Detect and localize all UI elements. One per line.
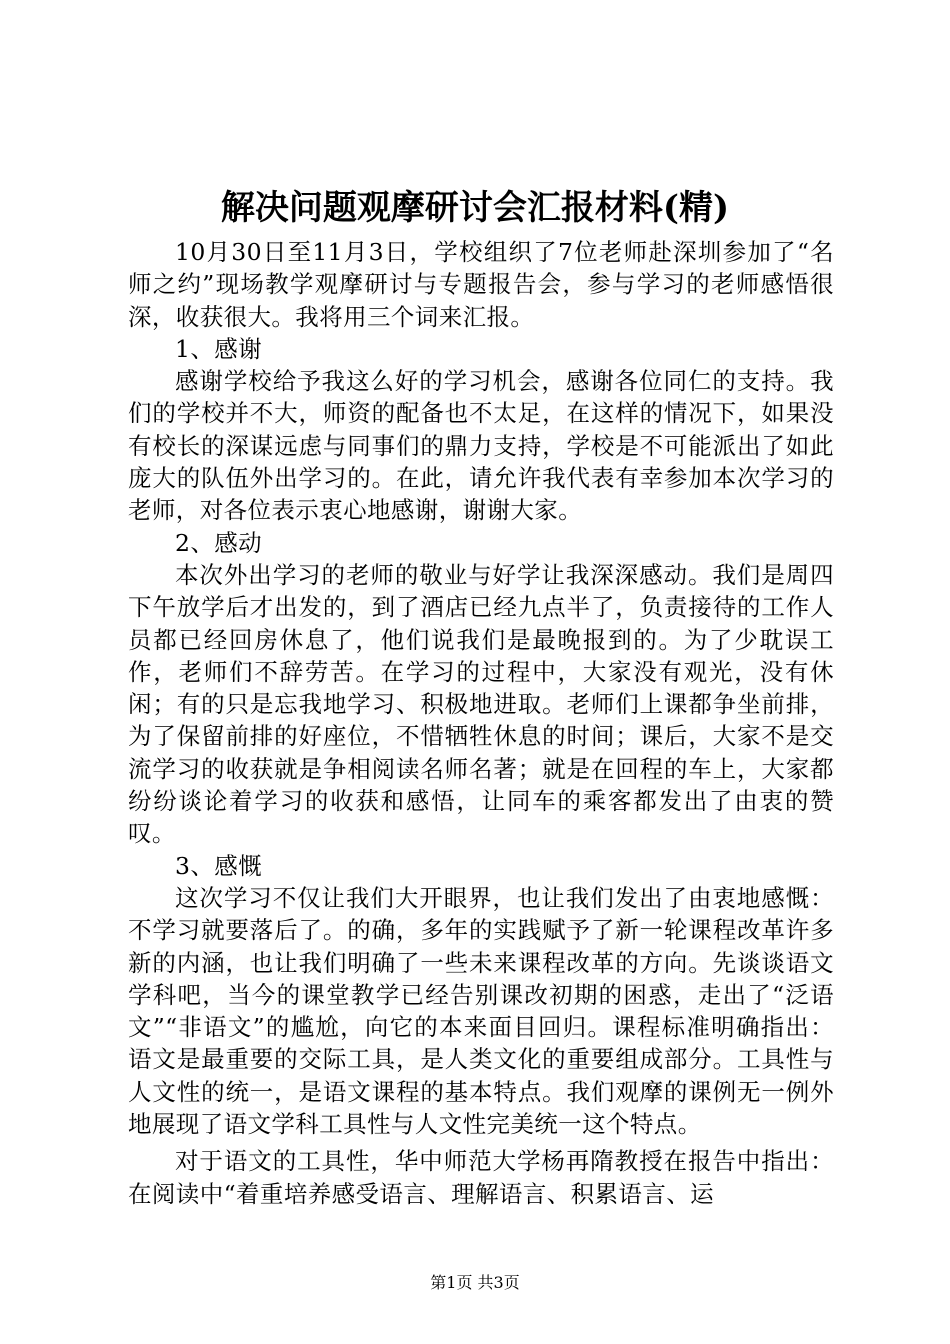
- document-title: 解决问题观摩研讨会汇报材料(精): [220, 188, 730, 228]
- page-number: 第1页 共3页: [430, 1273, 520, 1292]
- moved-paragraph: 本次外出学习的老师的敬业与好学让我深深感动。我们是周四下午放学后才出发的，到了酒店已经九点半了，负责接待的工作人员都已经回房休息了，他们说我们是最晚报到的。为了少耽误工作，老师们不辞劳苦。在学习的过程中，大家没有观光，没有休闲；有的只是忘我地学习、积极地进取。老师们上课都争坐前排，为了保留前排的好座位，不惜牺牲休息的时间；课后，大家不是交流学习的收获就是争相阅读名师名著；就是在回程的车上，大家都纷纷谈论着学习的收获和感悟，让同车的乘客都发出了由衷的赞叹。: [128, 560, 834, 848]
- tool-nature-paragraph: 对于语文的工具性，华中师范大学杨再隋教授在报告中指出：在阅读中“着重培养感受语言、理解语言、积累语言、运: [128, 1147, 834, 1208]
- thanks-paragraph: 感谢学校给予我这么好的学习机会，感谢各位同仁的支持。我们的学校并不大，师资的配备也不太足，在这样的情况下，如果没有校长的深谋远虑与同事们的鼎力支持，学校是不可能派出了如此庞大的队伍外出学习的。在此，请允许我代表有幸参加本次学习的老师，对各位表示衷心地感谢，谢谢大家。: [128, 367, 834, 525]
- reflection-paragraph: 这次学习不仅让我们大开眼界，也让我们发出了由衷地感慨：不学习就要落后了。的确，多年的实践赋予了新一轮课程改革许多新的内涵，也让我们明确了一些未来课程改革的方向。先谈谈语文学科吧，当今的课堂教学已经告别课改初期的困惑，走出了“泛语文”“非语文”的尴尬，向它的本来面目回归。课程标准明确指出：语文是最重要的交际工具，是人类文化的重要组成部分。工具性与人文性的统一，是语文课程的基本特点。我们观摩的课例无一例外地展现了语文学科工具性与人文性完美统一这个特点。: [128, 883, 834, 1139]
- section-heading-thanks: 1、感谢: [175, 334, 263, 363]
- intro-paragraph: 10月30日至11月3日，学校组织了7位老师赴深圳参加了“名师之约”现场教学观摩研讨与专题报告会，参与学习的老师感悟很深，收获很大。我将用三个词来汇报。: [128, 238, 834, 331]
- section-heading-moved: 2、感动: [175, 528, 263, 557]
- section-heading-reflection: 3、感慨: [175, 851, 263, 880]
- document-body: [128, 236, 834, 1210]
